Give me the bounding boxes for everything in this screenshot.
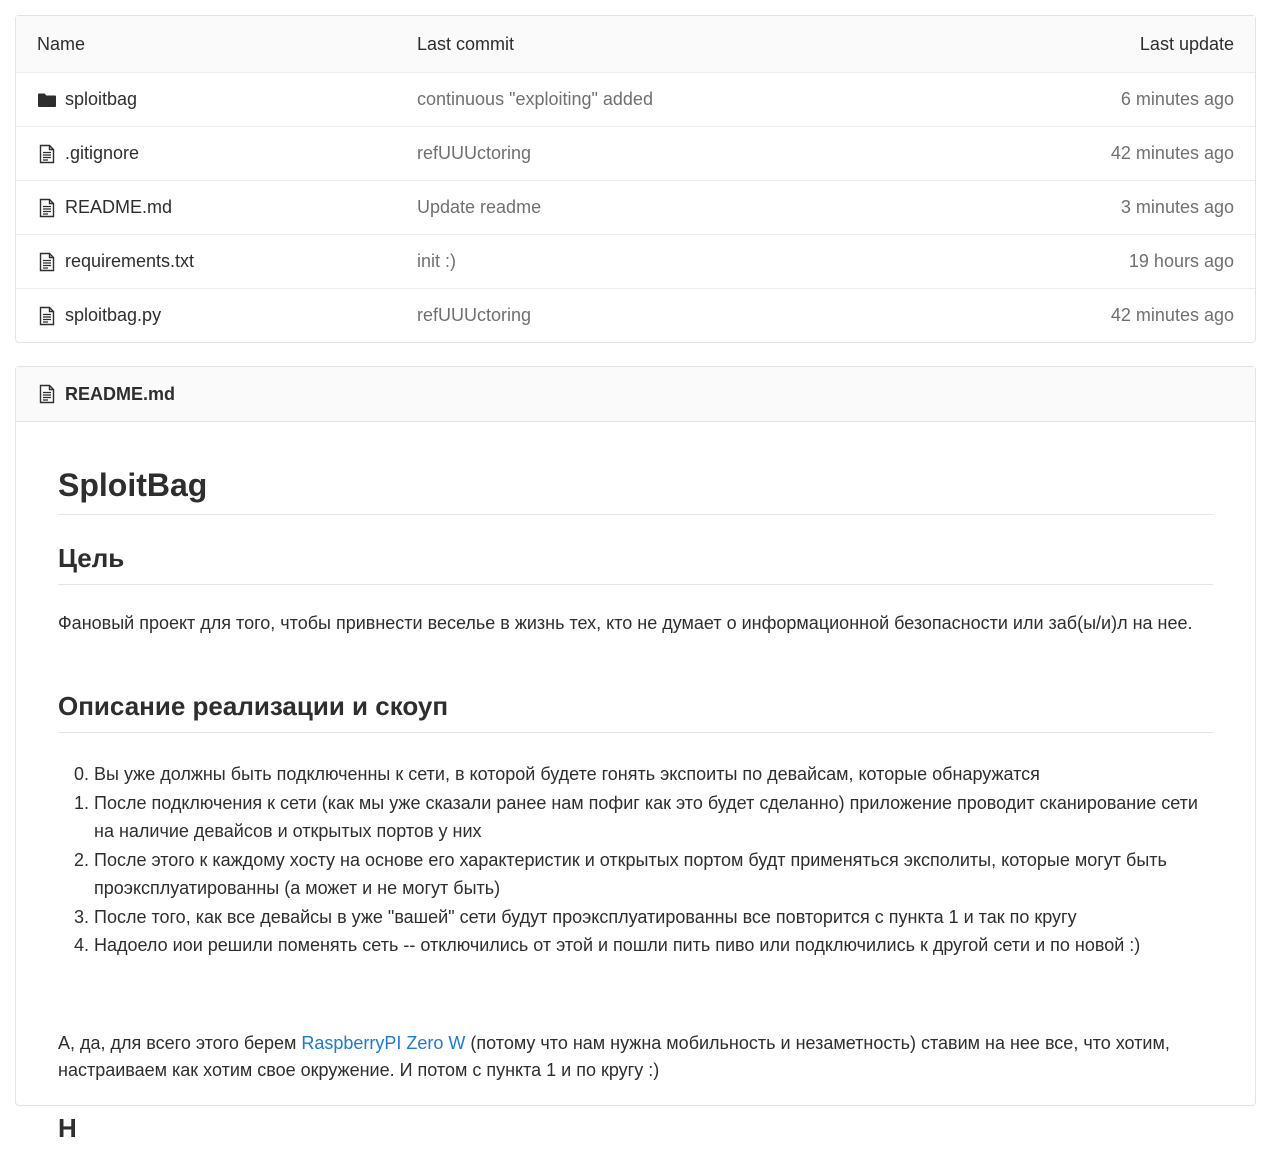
tree-row-sploitbag-py[interactable] [16, 288, 1255, 342]
commit-time: 42 minutes ago [1110, 305, 1234, 325]
header-name: Name [37, 33, 86, 54]
file-name-link[interactable]: requirements.txt [65, 251, 195, 271]
tree-row-sploitbag[interactable] [16, 72, 1255, 126]
file-icon [37, 144, 57, 164]
tree-row-gitignore[interactable] [16, 126, 1255, 180]
commit-message-link[interactable]: Update readme [417, 197, 542, 217]
header-last-commit: Last commit [417, 33, 515, 54]
commit-message-link[interactable]: refUUUctoring [417, 143, 532, 163]
list-item: 0. Вы уже должны быть подключенны к сети, в которой будете гонять экспоиты по девайсам, которые обнаружатся [94, 760, 1213, 789]
commit-time: 3 minutes ago [1120, 197, 1234, 217]
tree-row-requirements[interactable] [16, 234, 1255, 288]
raspberry-paragraph [58, 1030, 1213, 1084]
file-name-link[interactable]: sploitbag [65, 89, 138, 109]
table-header [16, 16, 1255, 72]
heading-implementation: Описание реализации и скоуп [58, 690, 1213, 733]
list-item: 1. После подключения к сети (как мы уже сказали ранее нам пофиг как это будет сделанно) приложение проводит сканирование сети на наличие девайсов и открытых портов у них [94, 789, 1213, 846]
readme-filename[interactable]: README.md [65, 383, 176, 404]
paragraph-text: (потому что нам нужна мобильность и незаметность) ставим на нее все, что хотим, настраиваем как хотим свое окружение. И потом с пункта 1 и по кругу :) [58, 1033, 1170, 1080]
readme-title: SploitBag [58, 466, 1213, 515]
file-name-link[interactable]: sploitbag.py [65, 305, 162, 325]
commit-message-link[interactable]: continuous "exploiting" added [417, 89, 653, 109]
next-heading: Н [58, 1113, 77, 1143]
commit-time: 19 hours ago [1128, 251, 1234, 271]
raspberrypi-link[interactable]: RaspberryPI Zero W [301, 1033, 466, 1053]
list-item: 2. После этого к каждому хосту на основе его характеристик и открытых портом будт применяться эксполиты, которые могут быть проэксплуатированны (а может и не могут быть) [94, 846, 1213, 903]
file-icon [37, 384, 57, 404]
readme-header [16, 367, 1255, 422]
goal-paragraph: Фановый проект для того, чтобы привнести веселье в жизнь тех, кто не думает о информационной безопасности или заб(ы/и)л на нее. [58, 613, 1193, 633]
file-tree-table [15, 15, 1256, 343]
steps-list [58, 760, 1213, 960]
file-icon [37, 252, 57, 272]
file-name-link[interactable]: .gitignore [65, 143, 140, 163]
list-item: 3. После того, как все девайсы в уже "вашей" сети будут проэксплуатированны все повторится с пункта 1 и так по кругу [94, 903, 1213, 932]
file-icon [37, 198, 57, 218]
readme-panel [15, 366, 1256, 1143]
commit-time: 42 minutes ago [1110, 143, 1234, 163]
tree-row-readme[interactable] [16, 180, 1255, 234]
header-last-update: Last update [1139, 33, 1234, 54]
list-item: 4. Надоело иои решили поменять сеть -- отключились от этой и пошли пить пиво или подключились к другой сети и по новой :) [94, 931, 1213, 960]
folder-icon [37, 90, 57, 110]
commit-message-link[interactable]: refUUUctoring [417, 305, 532, 325]
paragraph-text: А, да, для всего этого берем [58, 1033, 302, 1053]
commit-message-link[interactable]: init :) [417, 251, 457, 271]
commit-time: 6 minutes ago [1120, 89, 1234, 109]
file-icon [37, 306, 57, 326]
file-name-link[interactable]: README.md [65, 197, 173, 217]
heading-goal: Цель [58, 542, 1213, 585]
